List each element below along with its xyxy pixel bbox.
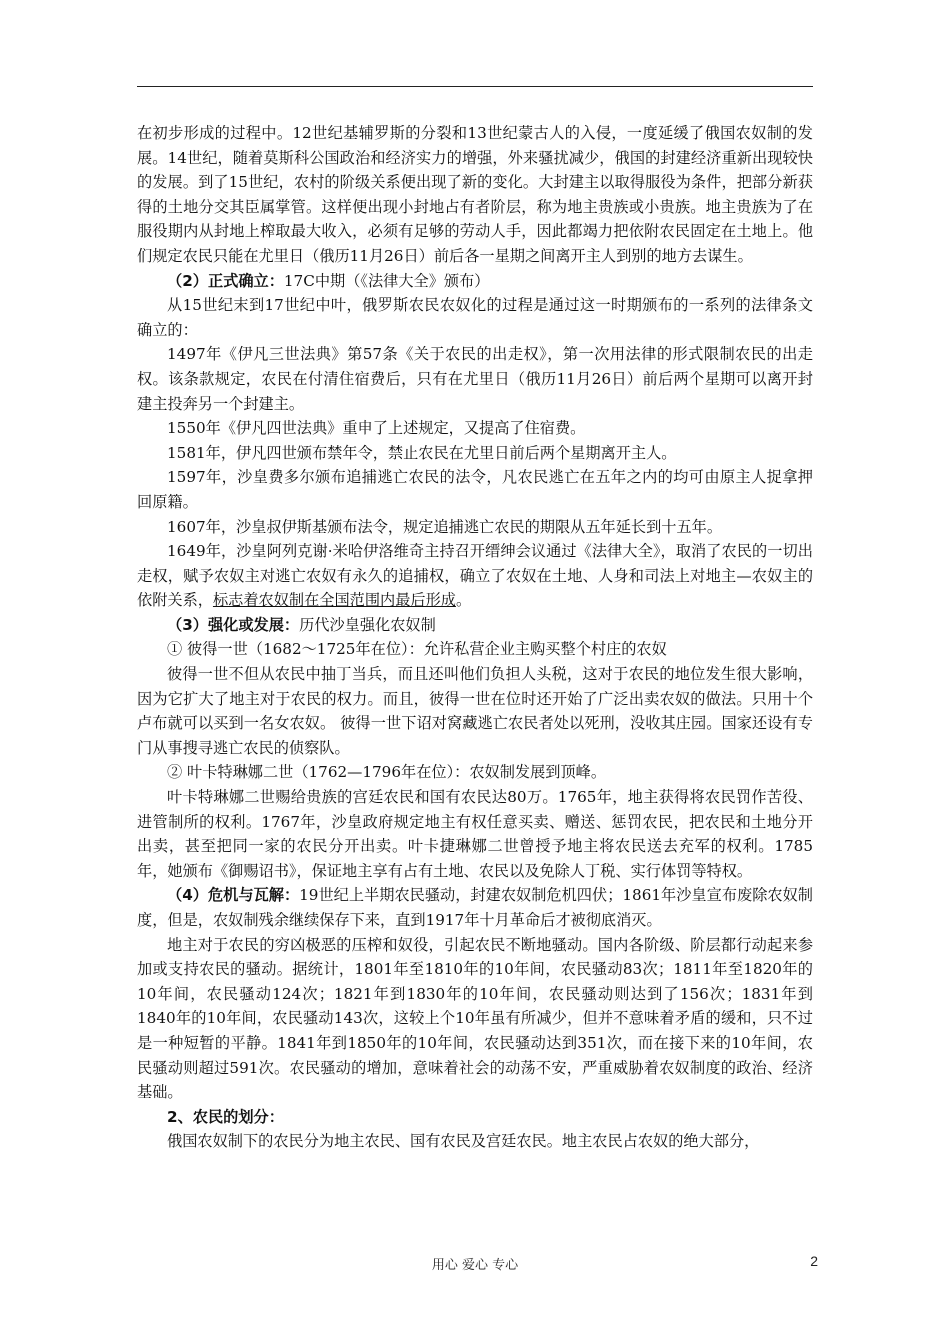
heading-label: （4）危机与瓦解： xyxy=(167,886,300,905)
paragraph: 从15世纪末到17世纪中叶，俄罗斯农民农奴化的过程是通过这一时期颁布的一系列的法律条文确立的： xyxy=(137,296,813,339)
heading-text: 19世纪上半期农民骚动，封建农奴制危机四伏；1861年沙皇宣布废除农奴制度，但是，农奴制残余继续保存下来，直到1917年十月革命后才被彻底消灭。 xyxy=(137,886,813,929)
page-number: 2 xyxy=(810,1253,818,1269)
paragraph: 俄国农奴制下的农民分为地主农民、国有农民及宫廷农民。地主农民占农奴的绝大部分， xyxy=(167,1132,760,1151)
heading-label: （3）强化或发展： xyxy=(167,615,300,634)
paragraph xyxy=(137,539,813,613)
paragraph: 1497年《伊凡三世法典》第57条《关于农民的出走权》，第一次用法律的形式限制农民的出走权。该条款规定，农民在付清住宿费后，只有在尤里日（俄历11月26日）前后两个星期可以离开封建主投奔另一个封建主。 xyxy=(137,345,813,413)
paragraph: 叶卡特琳娜二世赐给贵族的宫廷农民和国有农民达80万。1765年，地主获得将农民罚作苦役、进管制所的权利。1767年，沙皇政府规定地主有权任意买卖、赠送、惩罚农民，把农民和土地分开出卖，甚至把同一家的农民分开出卖。叶卡捷琳娜二世曾授予地主将农民送去充军的权利。1785年，她颁布《御赐诏书》，保证地主享有占有土地、农民以及免除人丁税、实行体罚等特权。 xyxy=(137,788,813,880)
section-heading-3 xyxy=(137,613,813,638)
paragraph: 彼得一世不但从农民中抽丁当兵，而且还叫他们负担人头税，这对于农民的地位发生很大影响，因为它扩大了地主对于农民的权力。而且，彼得一世在位时还开始了广泛出卖农奴的做法。只用十个卢布就可以买到一名女农奴。 彼得一世下诏对窝藏逃亡农民者处以死刑，没收其庄园。国家还设有专门从事搜寻逃亡农民的侦察队。 xyxy=(137,665,813,757)
header-rule xyxy=(137,86,813,87)
paragraph-text: 1649年，沙皇阿列克谢·米哈伊洛维奇主持召开缙绅会议通过《法律大全》，取消了农民的一切出走权，赋予农奴主对逃亡农奴有永久的追捕权，确立了农奴在土地、人身和司法上对地主—农奴主的依附关系， xyxy=(137,542,813,610)
paragraph: ① 彼得一世（1682～1725年在位）：允许私营企业主购买整个村庄的农奴 xyxy=(167,640,667,659)
section-heading-5 xyxy=(137,1105,813,1130)
heading-text: 历代沙皇强化农奴制 xyxy=(299,615,436,634)
paragraph: 在初步形成的过程中。12世纪基辅罗斯的分裂和13世纪蒙古人的入侵，一度延缓了俄国农奴制的发展。14世纪，随着莫斯科公国政治和经济实力的增强，外来骚扰减少，俄国的封建经济重新出现较快的发展。到了15世纪，农村的阶级关系便出现了新的变化。大封建主以取得服役为条件，把部分新获得的土地分交其臣属掌管。这样便出现小封地占有者阶层，称为地主贵族或小贵族。地主贵族为了在服役期内从封地上榨取最大收入，必须有足够的劳动人手，因此都竭力把依附农民固定在土地上。他们规定农民只能在尤里日（俄历11月26日）前后各一星期之间离开主人到别的地方去谋生。 xyxy=(137,124,813,265)
paragraph: 1550年《伊凡四世法典》重申了上述规定，又提高了住宿费。 xyxy=(167,419,586,438)
section-heading-2 xyxy=(137,269,813,294)
paragraph-text: 。 xyxy=(455,591,472,610)
heading-text: 2、农民的划分： xyxy=(167,1107,284,1126)
paragraph: 1581年，伊凡四世颁布禁年令，禁止农民在尤里日前后两个星期离开主人。 xyxy=(167,443,677,462)
paragraph: ② 叶卡特琳娜二世（1762—1796年在位）：农奴制发展到顶峰。 xyxy=(167,763,607,782)
underlined-text: 标志着农奴制在全国范围内最后形成 xyxy=(212,591,456,610)
heading-text: 17C中期（《法律大全》颁布） xyxy=(283,271,490,290)
footer-slogan: 用心 爱心 专心 xyxy=(431,1258,519,1273)
paragraph: 地主对于农民的穷凶极恶的压榨和奴役，引起农民不断地骚动。国内各阶级、阶层都行动起来参加或支持农民的骚动。据统计，1801年至1810年的10年间，农民骚动83次；1811年至1820年的10年间，农民骚动124次；1821年到1830年的10年间，农民骚动则达到了156次；1831年到1840年的10年间，农民骚动143次，这较上个10年虽有所减少，但并不意味着矛盾的缓和，只不过是一种短暂的平静。1841年到1850年的10年间，农民骚动达到351次，而在接下来的10年间，农民骚动则超过591次。农民骚动的增加，意味着社会的动荡不安，严重威胁着农奴制度的政治、经济基础。 xyxy=(137,935,813,1102)
document-body xyxy=(137,121,813,1154)
paragraph: 1607年，沙皇叔伊斯基颁布法令，规定追捕逃亡农民的期限从五年延长到十五年。 xyxy=(167,517,723,536)
paragraph: 1597年，沙皇费多尔颁布追捕逃亡农民的法令，凡农民逃亡在五年之内的均可由原主人捉拿押回原籍。 xyxy=(137,468,813,511)
heading-label: （2）正式确立： xyxy=(167,271,284,290)
section-heading-4 xyxy=(137,883,813,932)
